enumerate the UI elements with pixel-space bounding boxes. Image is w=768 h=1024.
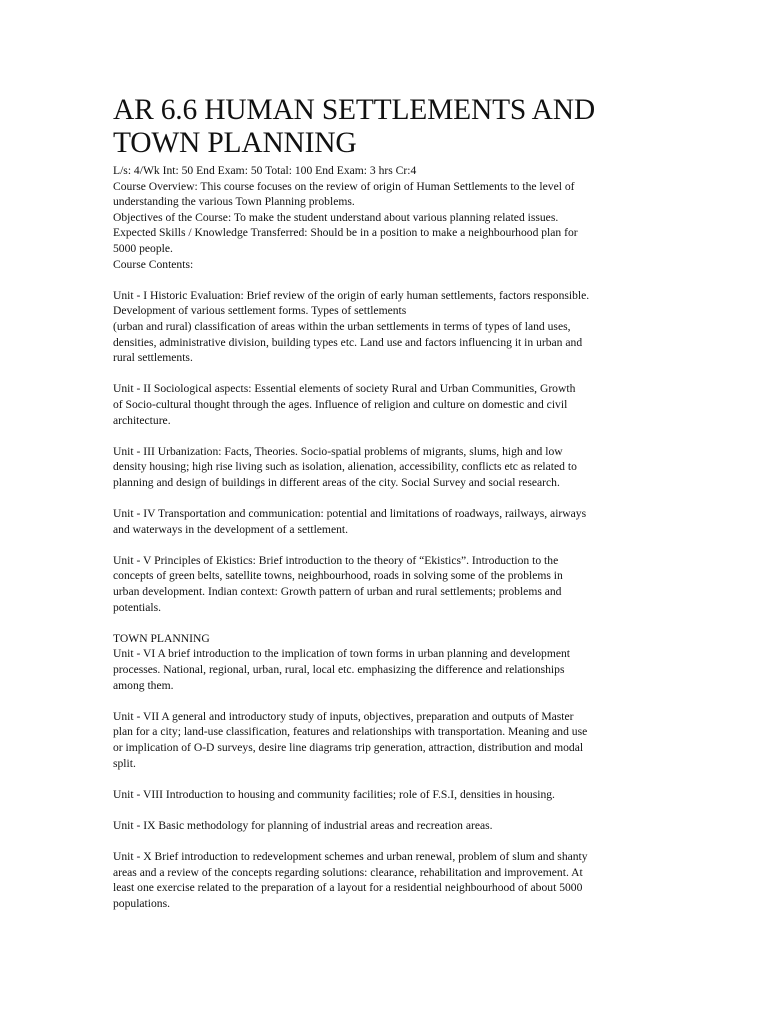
document-body <box>113 163 661 912</box>
text-line: Development of various settlement forms. Types of settlements <box>113 304 407 318</box>
paragraph-gap <box>113 537 661 553</box>
text-line: Course Overview: This course focuses on the review of origin of Human Settlements to the level of <box>113 179 575 193</box>
document-page <box>113 94 661 912</box>
text-line: Unit - X Brief introduction to redevelopment schemes and urban renewal, problem of slum and shanty <box>113 850 588 864</box>
text-line: L/s: 4/Wk Int: 50 End Exam: 50 Total: 100 End Exam: 3 hrs Cr:4 <box>113 164 417 177</box>
paragraph-gap <box>113 490 661 506</box>
paragraph <box>113 381 661 428</box>
text-line: Unit - III Urbanization: Facts, Theories. Socio-spatial problems of migrants, slums, high and low <box>113 444 563 458</box>
text-line: Unit - I Historic Evaluation: Brief review of the origin of early human settlements, factors responsible. <box>113 288 590 302</box>
text-line: density housing; high rise living such as isolation, alienation, accessibility, conflicts etc as related to <box>113 460 577 474</box>
paragraph <box>113 709 661 771</box>
paragraph-gap <box>113 834 661 850</box>
text-line: densities, administrative division, building types etc. Land use and factors influencing it in urban and <box>113 335 583 349</box>
text-line: concepts of green belts, satellite towns, neighbourhood, roads in solving some of the problems in <box>113 569 563 583</box>
paragraph <box>113 787 661 803</box>
paragraph <box>113 506 661 537</box>
title-line: TOWN PLANNING <box>113 127 357 159</box>
text-line: areas and a review of the concepts regarding solutions: clearance, rehabilitation and improvement. At <box>113 865 583 879</box>
text-line: Unit - II Sociological aspects: Essential elements of society Rural and Urban Communities, Growth <box>113 382 576 396</box>
text-line: Objectives of the Course: To make the student understand about various planning related issues. <box>113 210 559 224</box>
title-line: AR 6.6 HUMAN SETTLEMENTS AND <box>113 94 595 126</box>
text-line: urban development. Indian context: Growth pattern of urban and rural settlements; problems and <box>113 585 562 599</box>
paragraph <box>113 163 661 272</box>
text-line: architecture. <box>113 413 171 427</box>
paragraph-gap <box>113 272 661 288</box>
paragraph <box>113 849 661 911</box>
text-line: Unit - V Principles of Ekistics: Brief introduction to the theory of “Ekistics”. Introduction to the <box>113 553 559 567</box>
paragraph-gap <box>113 615 661 631</box>
text-line: rural settlements. <box>113 351 193 365</box>
paragraph <box>113 553 661 615</box>
paragraph <box>113 631 661 693</box>
text-line: (urban and rural) classification of areas within the urban settlements in terms of types of land uses, <box>113 319 571 333</box>
paragraph <box>113 818 661 834</box>
text-line: 5000 people. <box>113 241 173 255</box>
text-line: among them. <box>113 678 174 692</box>
text-line: Unit - VIII Introduction to housing and community facilities; role of F.S.I, densities in housing. <box>113 787 555 801</box>
text-line: Unit - VI A brief introduction to the implication of town forms in urban planning and development <box>113 647 571 661</box>
text-line: Unit - IV Transportation and communication: potential and limitations of roadways, railways, airways <box>113 507 587 521</box>
text-line: Unit - VII A general and introductory study of inputs, objectives, preparation and outputs of Master <box>113 709 574 723</box>
paragraph-gap <box>113 771 661 787</box>
text-line: and waterways in the development of a settlement. <box>113 522 349 536</box>
paragraph-gap <box>113 693 661 709</box>
text-line: Unit - IX Basic methodology for planning of industrial areas and recreation areas. <box>113 818 493 832</box>
document-title <box>113 94 661 160</box>
text-line: least one exercise related to the preparation of a layout for a residential neighbourhood of about 5000 <box>113 881 583 895</box>
text-line: Expected Skills / Knowledge Transferred: Should be in a position to make a neighbourhood plan for <box>113 226 578 240</box>
paragraph-gap <box>113 802 661 818</box>
text-line: TOWN PLANNING <box>113 631 210 645</box>
text-line: understanding the various Town Planning problems. <box>113 195 355 209</box>
text-line: processes. National, regional, urban, rural, local etc. emphasizing the difference and relationships <box>113 663 565 676</box>
text-line: populations. <box>113 896 171 910</box>
text-line: Course Contents: <box>113 257 194 271</box>
text-line: plan for a city; land-use classification, features and relationships with transportation. Meaning and use <box>113 725 588 739</box>
text-line: or implication of O-D surveys, desire line diagrams trip generation, attraction, distribution and modal <box>113 740 584 754</box>
paragraph <box>113 444 661 491</box>
paragraph-gap <box>113 428 661 444</box>
text-line: planning and design of buildings in different areas of the city. Social Survey and social research. <box>113 475 560 489</box>
text-line: split. <box>113 756 136 770</box>
paragraph-gap <box>113 366 661 382</box>
text-line: of Socio-cultural thought through the ages. Influence of religion and culture on domestic and civil <box>113 397 568 411</box>
paragraph <box>113 288 661 366</box>
text-line: potentials. <box>113 600 161 614</box>
